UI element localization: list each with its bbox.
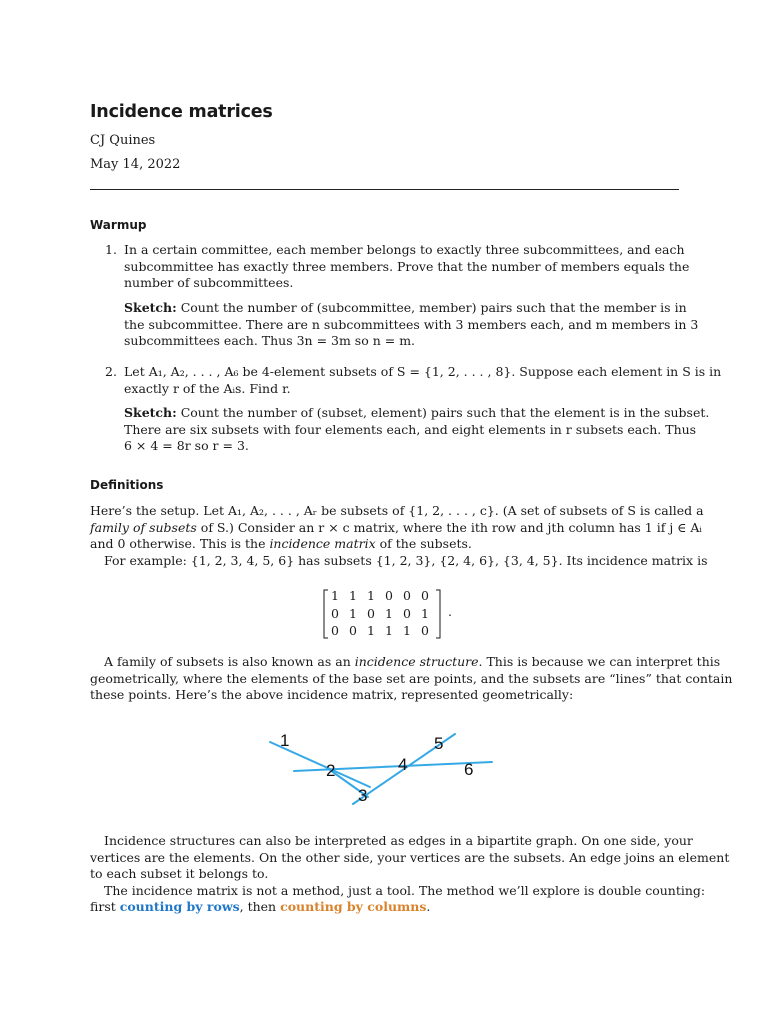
matrix-cell: 0 (349, 623, 357, 638)
page-title: Incidence matrices (90, 102, 273, 122)
problem-1-line: number of subcommittees. (124, 275, 294, 290)
matrix-cell: 1 (349, 588, 357, 603)
section-heading-definitions: Definitions (90, 478, 164, 492)
definitions-line: The incidence matrix is not a method, just a tool. The method we’ll explore is double counting: (104, 882, 706, 898)
problem-1-line: subcommittee has exactly three members. Prove that the number of members equals the (124, 258, 690, 274)
definitions-line: Incidence structures can also be interpreted as edges in a bipartite graph. On one side, your (104, 833, 693, 848)
sketch-label: Sketch: (124, 405, 177, 420)
definitions-line: , then (239, 899, 281, 914)
definitions-paragraph-3 (90, 833, 730, 916)
incidence-matrix (322, 588, 452, 640)
problem-2 (124, 364, 722, 397)
matrix-cell: 1 (331, 588, 339, 603)
date: May 14, 2022 (90, 157, 181, 172)
matrix-cell: 1 (385, 623, 393, 638)
matrix-cell: 1 (421, 605, 429, 621)
sketch-2-line: Count the number of (subset, element) pairs such that the element is in the subset. (176, 405, 710, 420)
matrix-cell: 1 (367, 623, 375, 638)
matrix-cell: 0 (331, 623, 339, 638)
definitions-paragraph-2 (90, 654, 733, 704)
term-incidence-matrix: incidence matrix (269, 536, 376, 551)
problem-2-line: exactly r of the Aᵢs. Find r. (124, 380, 291, 396)
counting-by-rows-link[interactable]: counting by rows (119, 899, 240, 914)
matrix-cell: 0 (367, 605, 375, 621)
incidence-figure-svg (258, 712, 506, 812)
author: CJ Quines (90, 133, 156, 148)
matrix-cell: 0 (403, 605, 411, 621)
sketch-1-line: Count the number of (subcommittee, member) pairs such that the member is in (176, 300, 687, 315)
title-rule (90, 189, 679, 190)
example-line: For example: {1, 2, 3, 4, 5, 6} has subsets {1, 2, 3}, {2, 4, 6}, {3, 4, 5}. Its incidence matrix is (104, 552, 708, 568)
matrix-cell: 1 (367, 588, 375, 603)
definitions-line: Here’s the setup. Let A₁, A₂, . . . , Aᵣ be subsets of {1, 2, . . . , c}. (A set of subsets of S is called a (90, 503, 704, 518)
matrix-cell: 1 (403, 623, 411, 638)
term-family-of-subsets: family of subsets (90, 519, 197, 535)
item-number: 1. (105, 242, 117, 257)
figure-label: 2 (326, 761, 336, 780)
figure-label: 6 (464, 760, 474, 779)
definitions-line: . (426, 899, 431, 914)
figure-label: 5 (434, 734, 444, 753)
sketch-2-line: 6 × 4 = 8r so r = 3. (124, 438, 249, 453)
figure-label: 4 (398, 755, 408, 774)
definitions-line: vertices are the elements. On the other side, your vertices are the subsets. An edge joins an element (90, 849, 730, 865)
definitions-line: these points. Here’s the above incidence matrix, represented geometrically: (90, 687, 574, 702)
sketch-1 (124, 300, 699, 350)
definitions-paragraph-1 (90, 503, 708, 569)
item-number: 2. (105, 364, 117, 379)
matrix-period: . (448, 604, 452, 619)
definitions-line: of S.) Consider an r × c matrix, where the ith row and jth column has 1 if j ∈ Aᵢ (200, 519, 702, 535)
matrix-cell: 1 (385, 605, 393, 621)
definitions-line: of the subsets. (375, 536, 472, 551)
sketch-2-line: There are six subsets with four elements each, and eight elements in r subsets each. Thus (124, 421, 697, 437)
figure-label: 1 (280, 731, 290, 750)
counting-by-columns-link[interactable]: counting by columns (280, 899, 427, 914)
problem-1 (124, 242, 690, 292)
definitions-line: first (90, 899, 120, 914)
definitions-line: and 0 otherwise. This is the (90, 536, 270, 551)
problem-1-line: In a certain committee, each member belongs to exactly three subcommittees, and each (124, 242, 685, 257)
definitions-line: to each subset it belongs to. (90, 866, 269, 881)
incidence-figure (258, 712, 506, 812)
definitions-line: geometrically, where the elements of the base set are points, and the subsets are “lines” that contain (90, 670, 733, 686)
matrix-cell: 0 (331, 605, 339, 621)
problem-2-line: Let A₁, A₂, . . . , A₆ be 4-element subsets of S = {1, 2, . . . , 8}. Suppose each element in S is in (124, 364, 722, 379)
matrix-cell: 1 (349, 605, 357, 621)
matrix-cell: 0 (403, 588, 411, 603)
matrix-cell: 0 (385, 588, 393, 603)
sketch-2 (124, 405, 710, 455)
matrix-cell: 0 (421, 623, 429, 638)
term-incidence-structure: incidence structure (354, 654, 479, 669)
figure-label: 3 (358, 786, 368, 805)
sketch-1-line: the subcommittee. There are n subcommittees with 3 members each, and m members in 3 (124, 316, 699, 332)
matrix-cell: 0 (421, 588, 429, 603)
section-heading-warmup: Warmup (90, 218, 147, 232)
sketch-label: Sketch: (124, 300, 177, 315)
definitions-line: A family of subsets is also known as an (104, 654, 355, 669)
definitions-line: . This is because we can interpret this (478, 654, 721, 669)
sketch-1-line: subcommittees each. Thus 3n = 3m so n = m. (124, 333, 416, 348)
